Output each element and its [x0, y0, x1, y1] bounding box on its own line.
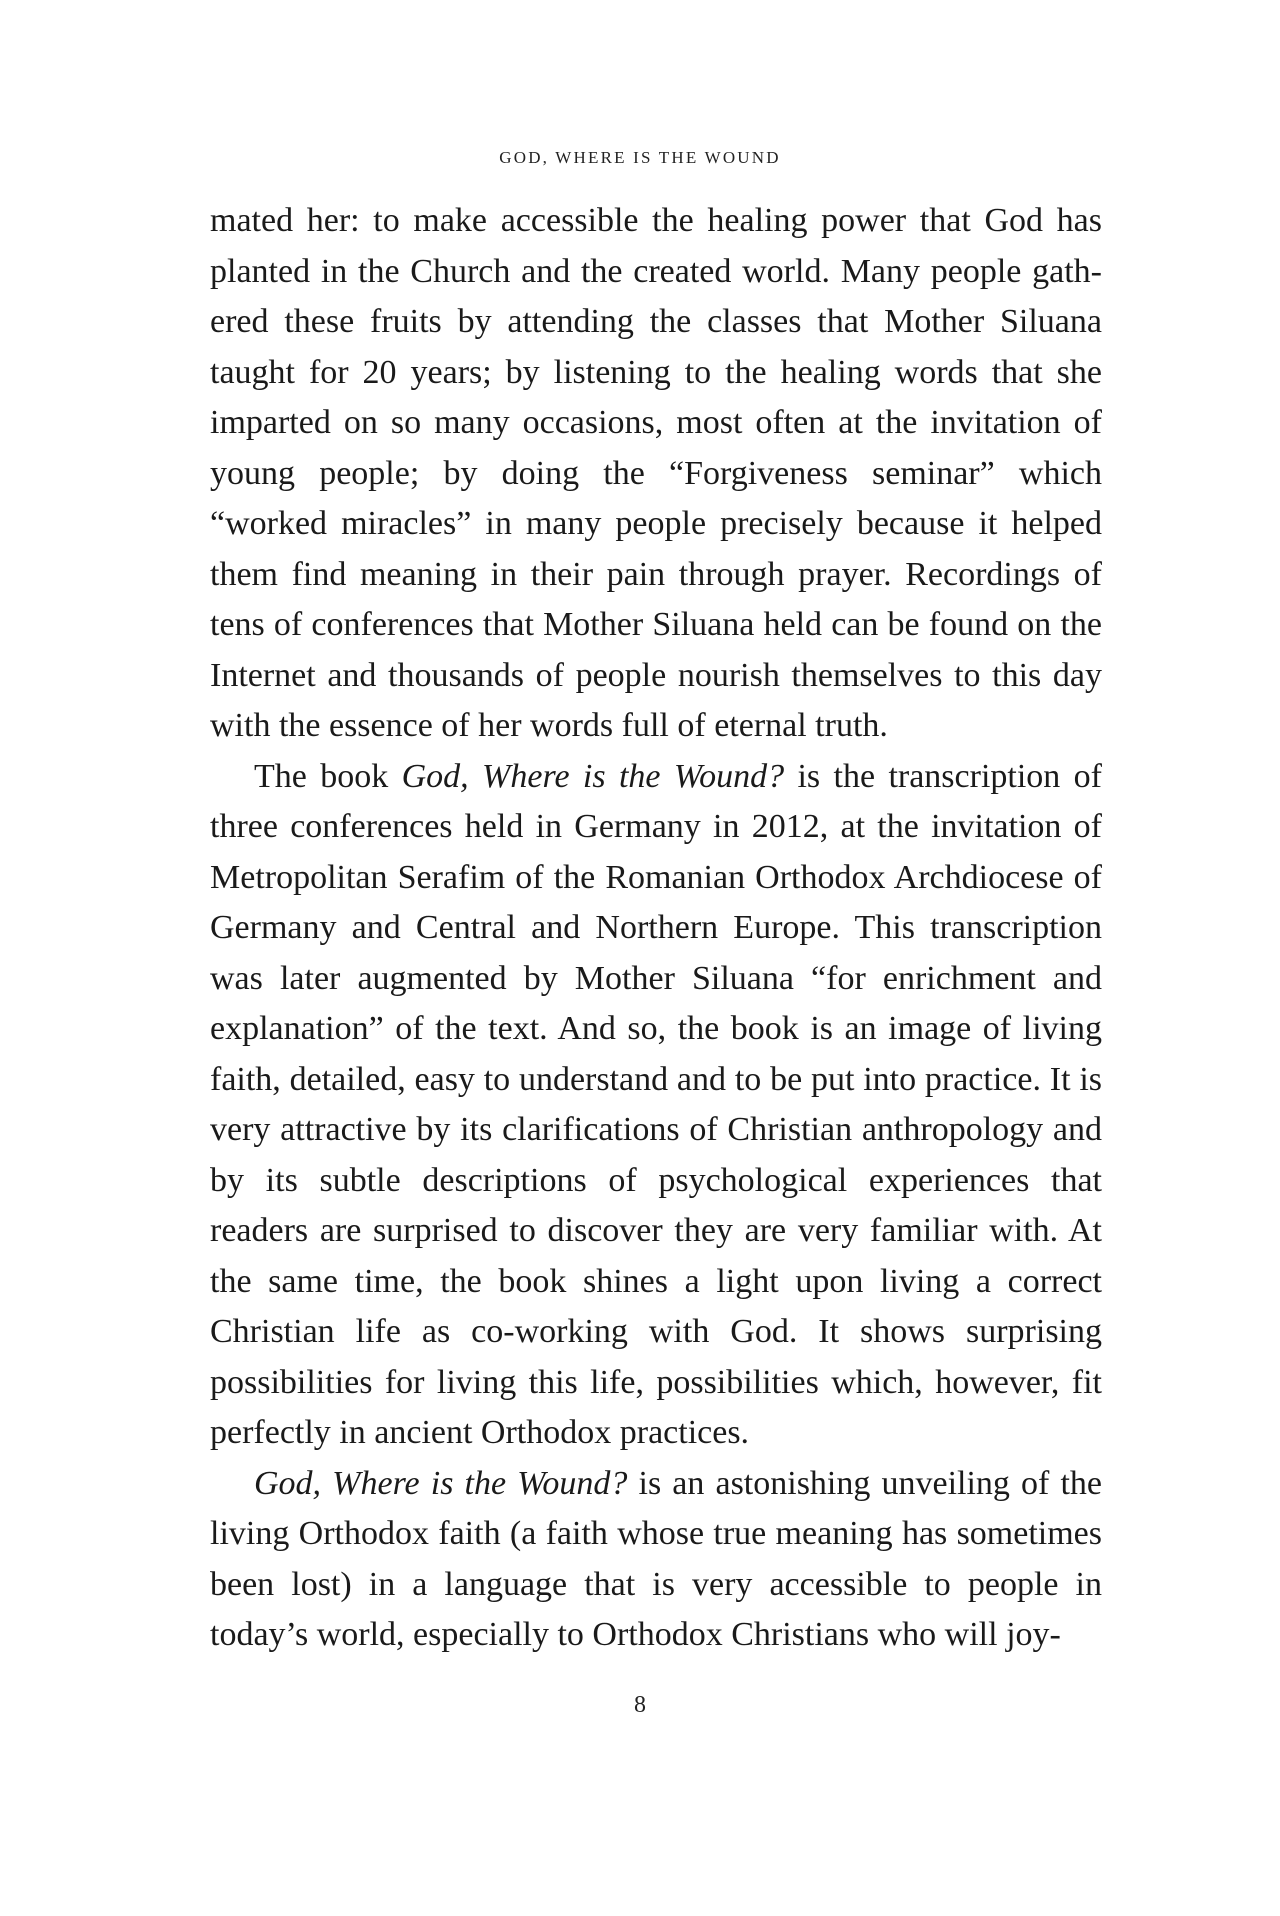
paragraph-2-rest: is the transcription of three conferences held in Germany in 2012, at the invitation of Metropolitan Serafim of the Romanian Orthodox Archdiocese of Germany and Central and Northern Europe. This transcription was later augmented by Mother Siluana “for enrichment and explanation” of the text. And so, the book is an image of living faith, detailed, easy to understand and to be put into practice. It is very attractive by its clarifications of Christian anthropology and by its subtle descriptions of psychological experiences that readers are surprised to discover they are very familiar with. At the same time, the book shines a light upon living a correct Christian life as co-working with God. It shows surprising possibilities for living this life, possibilities which, however, fit perfectly in ancient Orthodox practices.: [210, 757, 1102, 1451]
paragraph-2: [210, 752, 1102, 1459]
book-title-italic: God, Where is the Wound?: [401, 757, 785, 795]
body-text: [210, 196, 1102, 1661]
running-head: GOD, WHERE IS THE WOUND: [499, 148, 781, 167]
paragraph-2-lead: The book: [254, 757, 402, 795]
paragraph-3: [210, 1459, 1102, 1661]
paragraph-1: mated her: to make accessible the healing power that God has planted in the Church and the created world. Many people gathered these fruits by attending the classes that Mother Siluana taught for 20 years; by listening to the healing words that she imparted on so many occasions, most often at the invitation of young people; by doing the “Forgiveness seminar” which “worked miracles” in many people precisely because it helped them find meaning in their pain through prayer. Recordings of tens of conferences that Mother Siluana held can be found on the Internet and thousands of people nourish themselves to this day with the essence of her words full of eternal truth.: [210, 202, 1102, 744]
paragraph-3-rest: is an astonishing unveiling of the living Orthodox faith (a faith whose true meaning has sometimes been lost) in a language that is very accessible to people in today’s world, especially to Orthodox Christians who will joy-: [210, 1464, 1102, 1653]
page-number: 8: [634, 1692, 646, 1718]
book-title-italic: God, Where is the Wound?: [254, 1464, 628, 1502]
